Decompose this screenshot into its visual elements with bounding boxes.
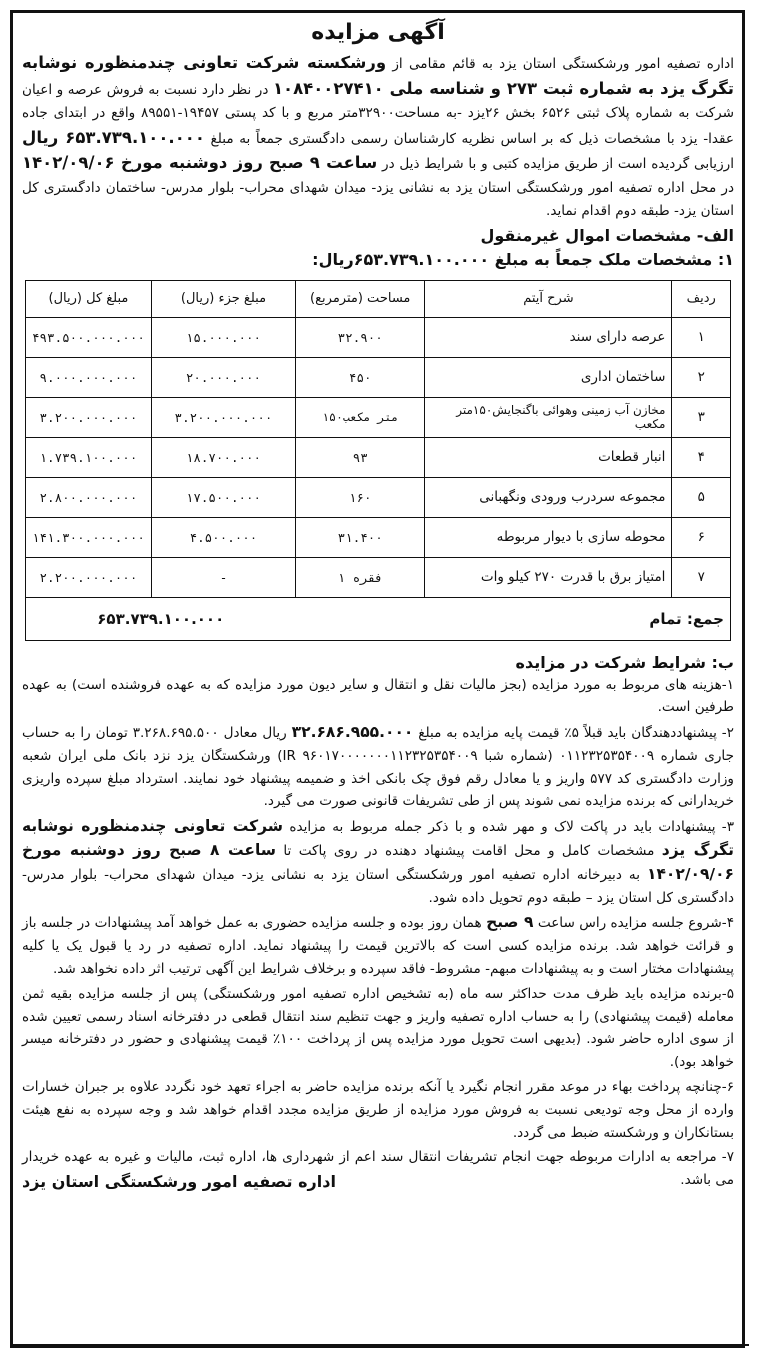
intro-text-1: اداره تصفیه امور ورشکستگی استان یزد به قائم مقامی از bbox=[386, 56, 734, 72]
table-row bbox=[26, 357, 731, 397]
condition-3-text-a: ۳- پیشنهادات باید در پاکت لاک و مهر شده و با ذکر جمله مربوط به مزایده bbox=[283, 819, 734, 836]
item-total-price: ۲.۲۰۰.۰۰۰.۰۰۰ bbox=[26, 557, 152, 597]
condition-6: ۶-چنانچه پرداخت بهاء در موعد مقرر انجام نگیرد یا آنکه برنده مزایده حاضر به اجراء تعهد خود نگردد علاوه بر جبران خسارات وارده از محل وجه تودیعی نسبت به فروش مورد مزایده از طریق مزایده مجدد اقدام خواهد شد و وجه سپرده به نفع هیئت بستانکاران و ورشکسته ضبط می گردد. bbox=[22, 1079, 734, 1141]
condition-3-text-b: مشخصات کامل و محل اقامت پیشنهاد دهنده در روی پاکت تا bbox=[276, 843, 662, 860]
item-description: عرصه دارای سند bbox=[425, 317, 672, 357]
condition-2-text-a: ۲- پیشنهاددهندگان باید قبلاً ۵٪ قیمت پایه مزایده به مبلغ bbox=[413, 725, 734, 742]
table-row bbox=[26, 397, 731, 437]
item-unit-price: ۱۸.۷۰۰.۰۰۰ bbox=[151, 437, 295, 477]
intro-text-2: در نظر دارد نسبت به فروش عرصه و اعیان شرکت به شماره پلاک ثبتی ۶۵۲۶ بخش ۲۶یزد -به مساحت۳۲۹۰۰متر مربع و با کد پستی ۱۹۴۵۷-۸۹۵۵۱ واقع در ابتدای جاده عقدا- یزد با مشخصات ذیل که بر اساس نظریه کارشناسان رسمی دادگستری جمعاً به مبلغ bbox=[22, 81, 734, 147]
condition-4 bbox=[22, 911, 734, 980]
item-unit-price: - bbox=[151, 557, 295, 597]
table-header-row bbox=[26, 280, 731, 317]
item-area: ۴۵۰ bbox=[296, 357, 425, 397]
notice-content bbox=[22, 16, 734, 1191]
item-total-price: ۹.۰۰۰.۰۰۰.۰۰۰ bbox=[26, 357, 152, 397]
row-number: ۶ bbox=[672, 517, 731, 557]
header-area: مساحت (مترمربع) bbox=[296, 280, 425, 317]
row-number: ۷ bbox=[672, 557, 731, 597]
condition-3-company: شرکت تعاونی چندمنظوره نوشابه تگرگ یزد bbox=[22, 817, 734, 860]
intro-paragraph bbox=[22, 51, 734, 224]
notice-title: آگهی مزایده bbox=[311, 20, 445, 45]
item-area: ۱۶۰ bbox=[296, 477, 425, 517]
item-description: مجموعه سردرب ورودی ونگهبانی bbox=[425, 477, 672, 517]
item-unit-price: ۱۷.۵۰۰.۰۰۰ bbox=[151, 477, 295, 517]
row-number: ۲ bbox=[672, 357, 731, 397]
item-total-price: ۲.۸۰۰.۰۰۰.۰۰۰ bbox=[26, 477, 152, 517]
item-total-price: ۴۹۳.۵۰۰.۰۰۰.۰۰۰ bbox=[26, 317, 152, 357]
item-unit-price: ۱۵.۰۰۰.۰۰۰ bbox=[151, 317, 295, 357]
company-identity: ورشکسته شرکت تعاونی چندمنظوره نوشابه تگرگ یزد به شماره ثبت ۲۷۳ و شناسه ملی ۱۰۸۴۰۰۲۷۴۱۰ bbox=[22, 53, 734, 98]
auction-time: ساعت ۹ صبح روز دوشنبه مورخ ۱۴۰۲/۰۹/۰۶ bbox=[22, 153, 378, 172]
item-area: ۳۲.۹۰۰ bbox=[296, 317, 425, 357]
item-total-price: ۱۴۱.۳۰۰.۰۰۰.۰۰۰ bbox=[26, 517, 152, 557]
appraised-amount: ۶۵۳.۷۳۹.۱۰۰.۰۰۰ ریال bbox=[22, 127, 205, 147]
condition-5: ۵-برنده مزایده باید ظرف مدت حداکثر سه ماه (به تشخیص اداره تصفیه امور ورشکستگی) پس از جلسه مزایده بقیه ثمن معامله (قیمت پیشنهادی) را به حساب اداره تصفیه واریز و جهت تنظیم سند انتقال قطعی در دفترخانه اسناد رسمی تعیین شده از سوی اداره حاضر شود. (بدیهی است تحویل مورد مزایده پس از پرداخت ۱۰۰٪ قیمت پیشنهادی و حضور در دفترخانه میسر خواهد بود). bbox=[22, 985, 734, 1071]
item-total-price: ۳.۲۰۰.۰۰۰.۰۰۰ bbox=[26, 397, 152, 437]
total-label: جمع: تمام bbox=[296, 597, 731, 640]
signature: اداره تصفیه امور ورشکستگی استان یزد bbox=[22, 1172, 336, 1192]
condition-4-text-b: همان روز بوده و جلسه مزایده حضوری به عمل خواهد آمد پیشنهادات در جلسه باز و قرائت خواهد شد. برنده مزایده کسی است که بالاترین قیمت را پیشنهاد نماید. اداره تصفیه در رد یا قبول یک یا کلیه پیشنهادات مختار است و به پیشنهادات مبهم- مشروط- فاقد سپرده و برخلاف شرایط این آگهی ترتیب اثر داده نخواهد شد. bbox=[22, 915, 734, 978]
condition-1: ۱-هزینه های مربوط به مورد مزایده (بجز مالیات نقل و انتقال و سایر دیون مورد مزایده که به عهده فروشنده است) به عهده طرفین است. bbox=[22, 676, 734, 716]
header-unit-price: مبلغ جزء (ریال) bbox=[151, 280, 295, 317]
table-row bbox=[26, 437, 731, 477]
intro-text-3: ارزیابی گردیده است از طریق مزایده کتبی و با شرایط ذیل در bbox=[377, 156, 734, 172]
condition-2-text-b: ریال معادل ۳.۲۶۸.۶۹۵.۵۰۰ تومان را به حساب جاری شماره ۰۱۱۲۳۲۵۳۵۴۰۰۹ (شماره شبا IR ۹۶۰۱۷۰۰۰۰۰۰۰۱۱۲۳۲۵۳۵۴۰۰۹) ورشکستگان یزد نزد بانک ملی ایران شعبه وزارت دادگستری کد ۵۷۷ واریز و یا معادل رقم فوق چک بانکی اخذ و ضمیمه پیشنهاد خود نمایند. استرداد مبلغ سپرده واریزی خریدارانی که برنده مزایده نمی شوند پس از طی تشریفات قانونی صورت می گیرد. bbox=[22, 725, 734, 810]
item-unit-price: ۲۰.۰۰۰.۰۰۰ bbox=[151, 357, 295, 397]
item-area: ۱ فقره bbox=[296, 557, 425, 597]
table-row bbox=[26, 317, 731, 357]
header-description: شرح آیتم bbox=[425, 280, 672, 317]
item-area: ۱۵۰متر مکعب bbox=[296, 397, 425, 437]
header-row-number: ردیف bbox=[672, 280, 731, 317]
item-unit-price: ۳.۲۰۰.۰۰۰.۰۰۰ bbox=[151, 397, 295, 437]
item-total-price: ۱.۷۳۹.۱۰۰.۰۰۰ bbox=[26, 437, 152, 477]
deposit-amount: ۳۲.۶۸۶.۹۵۵.۰۰۰ bbox=[291, 723, 414, 742]
property-table bbox=[25, 280, 731, 641]
item-area: ۹۳ bbox=[296, 437, 425, 477]
condition-4-text-a: ۴-شروع جلسه مزایده راس ساعت bbox=[533, 915, 734, 932]
condition-2 bbox=[22, 721, 734, 813]
table-total-row bbox=[26, 597, 731, 640]
item-area: ۳۱.۴۰۰ bbox=[296, 517, 425, 557]
table-row bbox=[26, 477, 731, 517]
condition-3-text-c: به دبیرخانه اداره تصفیه امور ورشکستگی استان یزد به نشانی یزد- میدان شهدای محراب- بلوار مدرس- دادگستری کل استان یزد – طبقه دوم تحویل داده شود. bbox=[22, 866, 734, 906]
condition-7: ۷- مراجعه به ادارات مربوطه جهت انجام تشریفات انتقال سند اعم از شهرداری ها، اداره ثبت، مالیات و غیره به عهده خریدار می باشد. bbox=[22, 1149, 734, 1189]
row-number: ۴ bbox=[672, 437, 731, 477]
row-number: ۵ bbox=[672, 477, 731, 517]
session-time: ۹ صبح bbox=[486, 913, 534, 932]
total-value: ۶۵۳.۷۳۹.۱۰۰.۰۰۰ bbox=[26, 597, 296, 640]
item-description: مخازن آب زمینی وهوائی باگنجایش۱۵۰متر مکعب bbox=[425, 397, 672, 437]
row-number: ۳ bbox=[672, 397, 731, 437]
condition-3 bbox=[22, 815, 734, 909]
item-unit-price: ۴.۵۰۰.۰۰۰ bbox=[151, 517, 295, 557]
submission-deadline: ساعت ۸ صبح روز دوشنبه مورخ ۱۴۰۲/۰۹/۰۶ bbox=[22, 841, 734, 883]
table-row bbox=[26, 517, 731, 557]
item-description: ساختمان اداری bbox=[425, 357, 672, 397]
item-description: انبار قطعات bbox=[425, 437, 672, 477]
item-description: محوطه سازی با دیوار مربوطه bbox=[425, 517, 672, 557]
section-a-subheading: ۱: مشخصات ملک جمعاً به مبلغ ۶۵۳.۷۳۹.۱۰۰.۰۰۰ریال: bbox=[312, 249, 734, 269]
table-row bbox=[26, 557, 731, 597]
bottom-divider bbox=[10, 1344, 749, 1346]
intro-text-4: در محل اداره تصفیه امور ورشکستگی استان یزد به نشانی یزد- میدان شهدای محراب- بلوار مدرس- ساختمان دادگستری کل استان یزد- طبقه دوم اقدام نماید. bbox=[22, 179, 734, 219]
header-total-price: مبلغ کل (ریال) bbox=[26, 280, 152, 317]
section-b-heading: ب: شرایط شرکت در مزایده bbox=[515, 652, 734, 672]
row-number: ۱ bbox=[672, 317, 731, 357]
item-description: امتیاز برق با قدرت ۲۷۰ کیلو وات bbox=[425, 557, 672, 597]
section-a-heading: الف- مشخصات اموال غیرمنقول bbox=[480, 225, 734, 245]
